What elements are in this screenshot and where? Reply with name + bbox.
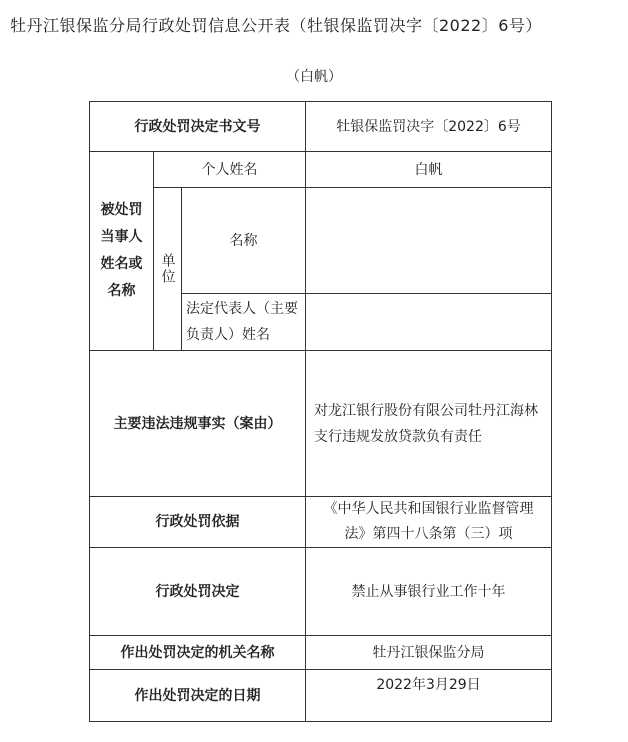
unit-label: 单位 — [154, 188, 182, 351]
unit-name-row — [90, 188, 552, 294]
doc-number-value: 牡银保监罚决字〔2022〕6号 — [306, 102, 552, 152]
page-title: 牡丹江银保监分局行政处罚信息公开表（牡银保监罚决字〔2022〕6号） — [10, 16, 542, 35]
unit-name-value — [306, 188, 552, 294]
decision-label: 行政处罚决定 — [90, 548, 306, 636]
doc-number-row — [90, 102, 552, 152]
legal-rep-label: 法定代表人（主要负责人）姓名 — [182, 294, 306, 351]
date-row — [90, 670, 552, 722]
individual-row — [90, 152, 552, 188]
page-subtitle: （白帆） — [286, 69, 342, 85]
authority-row — [90, 636, 552, 670]
violation-value: 对龙江银行股份有限公司牡丹江海林支行违规发放贷款负有责任 — [306, 351, 552, 497]
party-label: 被处罚当事人姓名或名称 — [90, 152, 154, 351]
basis-row — [90, 497, 552, 548]
individual-name-label: 个人姓名 — [154, 152, 306, 188]
violation-row — [90, 351, 552, 497]
decision-value: 禁止从事银行业工作十年 — [306, 548, 552, 636]
individual-name-value: 白帆 — [306, 152, 552, 188]
decision-row — [90, 548, 552, 636]
legal-rep-value — [306, 294, 552, 351]
date-value: 2022年3月29日 — [306, 670, 552, 722]
unit-name-label: 名称 — [182, 188, 306, 294]
authority-value: 牡丹江银保监分局 — [306, 636, 552, 670]
doc-number-label: 行政处罚决定书文号 — [90, 102, 306, 152]
penalty-info-table — [89, 101, 552, 722]
violation-label: 主要违法违规事实（案由） — [90, 351, 306, 497]
authority-label: 作出处罚决定的机关名称 — [90, 636, 306, 670]
basis-value: 《中华人民共和国银行业监督管理法》第四十八条第（三）项 — [306, 497, 552, 548]
basis-label: 行政处罚依据 — [90, 497, 306, 548]
date-label: 作出处罚决定的日期 — [90, 670, 306, 722]
